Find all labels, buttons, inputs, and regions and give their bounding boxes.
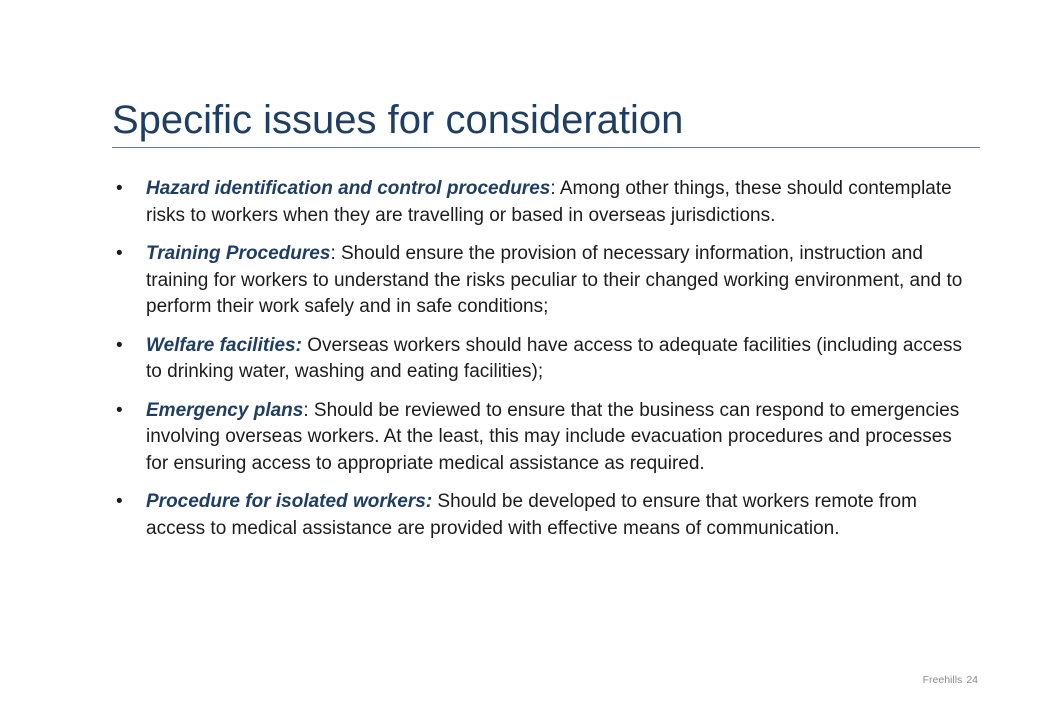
bullet-text: Among other things, these should contemplate risks to workers when they are travelling or based in overseas jurisdictions. xyxy=(146,178,952,226)
bullet-item-hazard-identification xyxy=(116,176,976,229)
bullet-term: Training Procedures xyxy=(146,243,331,264)
bullet-text: Should ensure the provision of necessary information, instruction and training for workers to understand the risks peculiar to their changed working environment, and to perform their work safely and in safe conditions; xyxy=(146,243,963,317)
bullet-text: Overseas workers should have access to adequate facilities (including access to drinking water, washing and eating facilities); xyxy=(146,334,962,382)
bullet-list xyxy=(116,176,976,554)
slide-footer xyxy=(919,674,978,686)
bullet-icon: • xyxy=(116,399,123,421)
bullet-item-isolated-workers xyxy=(116,489,976,542)
bullet-term: Hazard identification and control procedures xyxy=(146,178,551,199)
footer-brand: Freehills xyxy=(922,674,963,686)
bullet-icon: • xyxy=(116,243,123,264)
bullet-term: Procedure for isolated workers: xyxy=(146,491,433,512)
bullet-separator: : xyxy=(303,399,309,421)
title-divider xyxy=(112,147,980,148)
bullet-item-welfare-facilities xyxy=(116,333,976,386)
bullet-icon: • xyxy=(116,491,123,512)
slide-title: Specific issues for consideration xyxy=(112,98,684,142)
bullet-separator: : xyxy=(550,178,556,199)
bullet-term: Welfare facilities: xyxy=(146,334,302,356)
bullet-icon: • xyxy=(116,334,123,356)
bullet-term: Emergency plans xyxy=(146,399,304,421)
bullet-icon: • xyxy=(116,178,123,199)
bullet-text: Should be developed to ensure that workers remote from access to medical assistance are provided with effective means of communication. xyxy=(146,491,917,539)
page-number: 24 xyxy=(966,674,978,686)
bullet-item-emergency-plans xyxy=(116,398,976,478)
bullet-item-training-procedures xyxy=(116,241,976,321)
bullet-separator: : xyxy=(330,243,336,264)
bullet-text: Should be reviewed to ensure that the business can respond to emergencies involving overseas workers. At the least, this may include evacuation procedures and processes for ensuring access to appropriate medical assistance as required. xyxy=(146,399,960,474)
